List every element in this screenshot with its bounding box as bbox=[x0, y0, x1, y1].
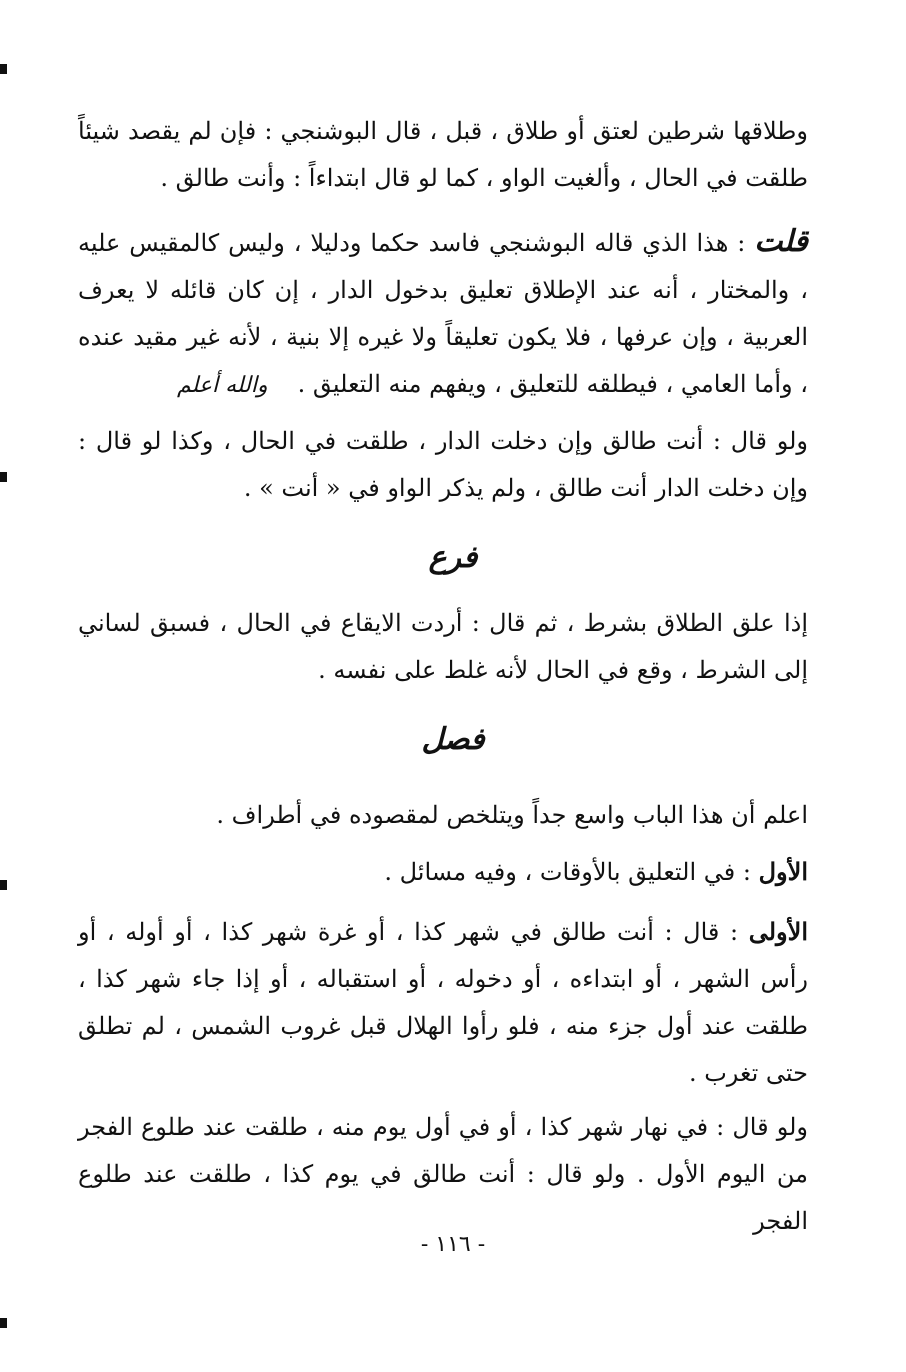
ula-label: الأولى bbox=[748, 917, 808, 946]
scan-edge-mark bbox=[0, 880, 7, 890]
paragraph-6 bbox=[78, 848, 808, 896]
paragraph-8 bbox=[78, 1104, 808, 1245]
scan-edge-mark bbox=[0, 472, 7, 482]
heading-far: فرع bbox=[428, 540, 478, 575]
paragraph-2 bbox=[78, 218, 808, 409]
paragraph-2-text: : هذا الذي قاله البوشنجي فاسد حكما ودليلا ، وليس كالمقيس عليه ، والمختار ، أنه عند الإطلاق تعليق بدخول الدار ، إن كان قائله لا يعرف العربية ، وإن عرفها ، فلا يكون تعليقاً ولا غيره إلا بنية ، لأنه غير مقيد عنده ، وأما العامي ، فيطلقه للتعليق ، ويفهم منه التعليق . bbox=[78, 229, 808, 398]
paragraph-1 bbox=[78, 108, 808, 202]
paragraph-7 bbox=[78, 908, 808, 1097]
heading-fasl: فصل bbox=[421, 722, 485, 757]
paragraph-4 bbox=[78, 600, 808, 694]
paragraph-3 bbox=[78, 418, 808, 512]
paragraph-1-text: وطلاقها شرطين لعتق أو طلاق ، قبل ، قال البوشنجي : فإن لم يقصد شيئاً طلقت في الحال ، وألغيت الواو ، كما لو قال ابتداءاً : وأنت طالق . bbox=[78, 117, 808, 192]
paragraph-8-text: ولو قال : في نهار شهر كذا ، أو في أول يوم منه ، طلقت عند طلوع الفجر من اليوم الأول . ولو قال : أنت طالق في يوم كذا ، طلقت عند طلوع الفجر bbox=[78, 1113, 808, 1235]
paragraph-3-text: ولو قال : أنت طالق وإن دخلت الدار ، طلقت في الحال ، وكذا لو قال : وإن دخلت الدار أنت طالق ، ولم يذكر الواو في « أنت » . bbox=[78, 427, 808, 502]
scan-edge-mark bbox=[0, 1318, 7, 1328]
page-number: - ١١٦ - bbox=[420, 1232, 486, 1257]
qult-label: قلت bbox=[754, 224, 808, 259]
scan-edge-mark bbox=[0, 64, 7, 74]
paragraph-6-text: : في التعليق بالأوقات ، وفيه مسائل . bbox=[384, 858, 759, 886]
awwal-label: الأول bbox=[758, 857, 808, 886]
allah-alam: والله أعلم bbox=[176, 373, 268, 398]
paragraph-5-text: اعلم أن هذا الباب واسع جداً ويتلخص لمقصوده في أطراف . bbox=[216, 801, 808, 829]
paragraph-4-text: إذا علق الطلاق بشرط ، ثم قال : أردت الايقاع في الحال ، فسبق لساني إلى الشرط ، وقع في الحال لأنه غلط على نفسه . bbox=[78, 609, 808, 684]
paragraph-7-text: : قال : أنت طالق في شهر كذا ، أو غرة شهر كذا ، أو أوله ، أو رأس الشهر ، أو ابتداءه ، أو دخوله ، أو استقباله ، أو إذا جاء شهر كذا ، طلقت عند أول جزء منه ، فلو رأوا الهلال قبل غروب الشمس ، لم تطلق حتى تغرب . bbox=[78, 918, 808, 1087]
paragraph-5 bbox=[78, 792, 808, 839]
